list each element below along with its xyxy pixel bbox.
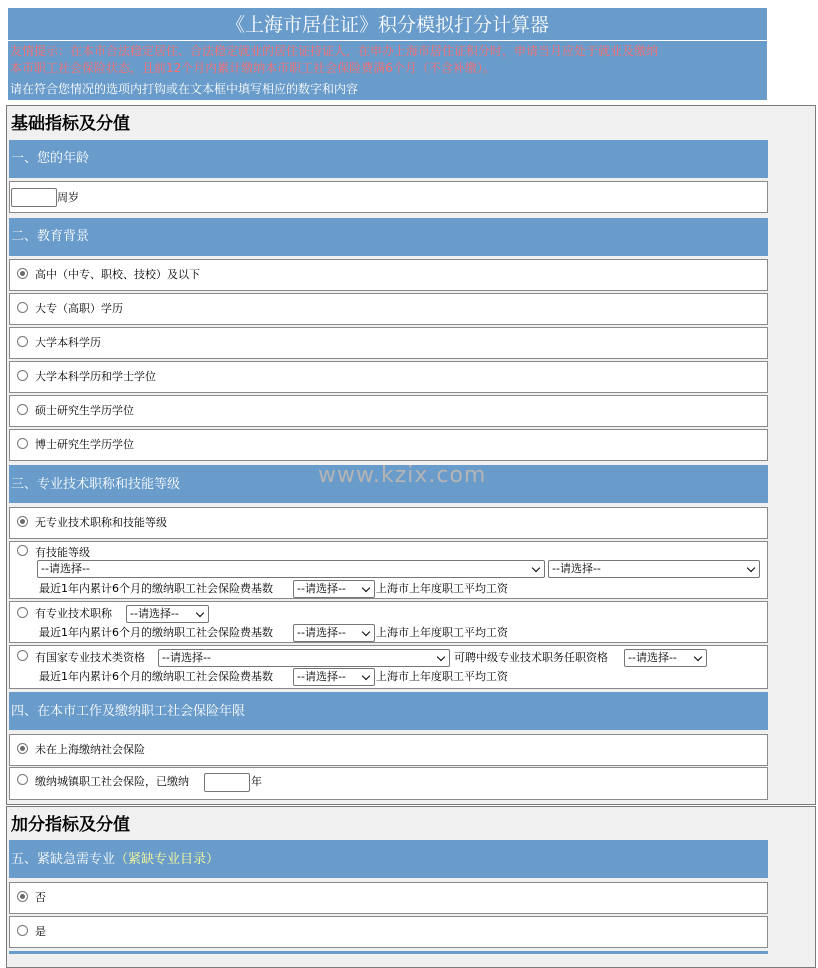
skill-type-select[interactable]: --请选择--	[37, 560, 545, 578]
cert-base-suffix: 上海市上年度职工平均工资	[376, 670, 508, 683]
education-option-row[interactable]	[9, 327, 768, 359]
skills-heading: 三、专业技术职称和技能等级	[11, 477, 181, 492]
shortage-option-row[interactable]	[9, 882, 768, 914]
education-label-1: 大专（高职）学历	[35, 302, 123, 315]
education-radio-3[interactable]	[17, 370, 28, 381]
education-label-5: 博士研究生学历学位	[35, 438, 134, 451]
tip-line-1: 友情提示：在本市合法稳定居住、合法稳定就业的居住证持证人，在申办上海市居住证积分时，申请当月应处于就业及缴纳	[10, 44, 659, 58]
insurance-paid-radio[interactable]	[17, 774, 28, 785]
cert-type-select[interactable]: --请选择--	[158, 649, 450, 667]
education-option-row[interactable]	[9, 361, 768, 393]
skill-base-suffix: 上海市上年度职工平均工资	[376, 582, 508, 595]
education-radio-4[interactable]	[17, 404, 28, 415]
skills-none-row[interactable]	[9, 507, 768, 539]
title-base-suffix: 上海市上年度职工平均工资	[376, 626, 508, 639]
title-level-select[interactable]: --请选择--	[126, 605, 209, 623]
shortage-heading	[11, 851, 219, 869]
page-title: 《上海市居住证》积分模拟打分计算器	[225, 14, 549, 36]
title-base-select[interactable]: --请选择--	[293, 624, 375, 642]
education-label-3: 大学本科学历和学士学位	[35, 370, 156, 383]
insurance-years-unit: 年	[251, 775, 262, 788]
insurance-heading: 四、在本市工作及缴纳职工社会保险年限	[11, 704, 246, 719]
insurance-paid-row	[9, 767, 768, 800]
bonus-section-title: 加分指标及分值	[11, 815, 130, 835]
shortage-catalog-link[interactable]: （紧缺专业目录）	[115, 852, 220, 867]
skills-level-row	[9, 541, 768, 599]
basic-section-title: 基础指标及分值	[11, 114, 130, 134]
age-heading-bar	[9, 140, 768, 178]
shortage-heading-text: 五、紧缺急需专业	[11, 852, 116, 867]
education-radio-5[interactable]	[17, 438, 28, 449]
watermark: www.kzix.com	[318, 463, 487, 488]
skill-base-select[interactable]: --请选择--	[293, 580, 375, 598]
cert-mid-label: 可聘中级专业技术职务任职资格	[454, 651, 608, 664]
age-row	[9, 181, 768, 213]
skill-level-select[interactable]: --请选择--	[548, 560, 760, 578]
education-label-0: 高中（中专、职校、技校）及以下	[35, 268, 200, 281]
title-base-prefix: 最近1年内累计6个月的缴纳职工社会保险费基数	[39, 626, 273, 639]
header-banner	[8, 8, 767, 100]
education-radio-1[interactable]	[17, 302, 28, 313]
education-option-row[interactable]	[9, 259, 768, 291]
shortage-option-row[interactable]	[9, 916, 768, 948]
cert-base-select[interactable]: --请选择--	[293, 668, 375, 686]
shortage-heading-bar	[9, 840, 768, 878]
header-divider	[8, 40, 767, 41]
age-input[interactable]	[11, 188, 57, 207]
education-radio-2[interactable]	[17, 336, 28, 347]
insurance-none-row[interactable]	[9, 734, 768, 766]
shortage-label-1: 是	[35, 925, 46, 938]
tip-line-2: 本市职工社会保险状态，且前12个月内累计缴纳本市职工社会保险费满6个月（不含补缴）。	[10, 61, 495, 75]
skills-cert-label: 有国家专业技术类资格	[35, 651, 145, 664]
insurance-none-label: 未在上海缴纳社会保险	[35, 743, 145, 756]
insurance-heading-bar	[9, 692, 768, 730]
education-label-4: 硕士研究生学历学位	[35, 404, 134, 417]
skills-none-radio[interactable]	[17, 516, 28, 527]
age-unit: 周岁	[57, 191, 79, 204]
skills-level-label: 有技能等级	[35, 546, 90, 559]
shortage-radio-0[interactable]	[17, 891, 28, 902]
skills-cert-row	[9, 645, 768, 689]
skills-level-radio[interactable]	[17, 545, 28, 556]
insurance-none-radio[interactable]	[17, 743, 28, 754]
education-heading-bar	[9, 218, 768, 256]
skills-title-radio[interactable]	[17, 607, 28, 618]
shortage-radio-1[interactable]	[17, 925, 28, 936]
instruction-text: 请在符合您情况的选项内打钩或在文本框中填写相应的数字和内容	[10, 82, 359, 96]
insurance-paid-label: 缴纳城镇职工社会保险，已缴纳	[35, 775, 189, 788]
skills-title-row	[9, 601, 768, 643]
skills-none-label: 无专业技术职称和技能等级	[35, 516, 167, 529]
education-heading: 二、教育背景	[11, 229, 90, 244]
education-label-2: 大学本科学历	[35, 336, 101, 349]
shortage-label-0: 否	[35, 891, 46, 904]
skills-title-label: 有专业技术职称	[35, 607, 112, 620]
education-option-row[interactable]	[9, 429, 768, 461]
age-heading: 一、您的年龄	[11, 151, 90, 166]
skill-base-prefix: 最近1年内累计6个月的缴纳职工社会保险费基数	[39, 582, 273, 595]
cert-level-select[interactable]: --请选择--	[624, 649, 707, 667]
skills-cert-radio[interactable]	[17, 650, 28, 661]
friendly-tip	[10, 43, 767, 77]
education-option-row[interactable]	[9, 293, 768, 325]
insurance-years-input[interactable]	[204, 773, 250, 792]
education-radio-0[interactable]	[17, 268, 28, 279]
education-option-row[interactable]	[9, 395, 768, 427]
cert-base-prefix: 最近1年内累计6个月的缴纳职工社会保险费基数	[39, 670, 273, 683]
